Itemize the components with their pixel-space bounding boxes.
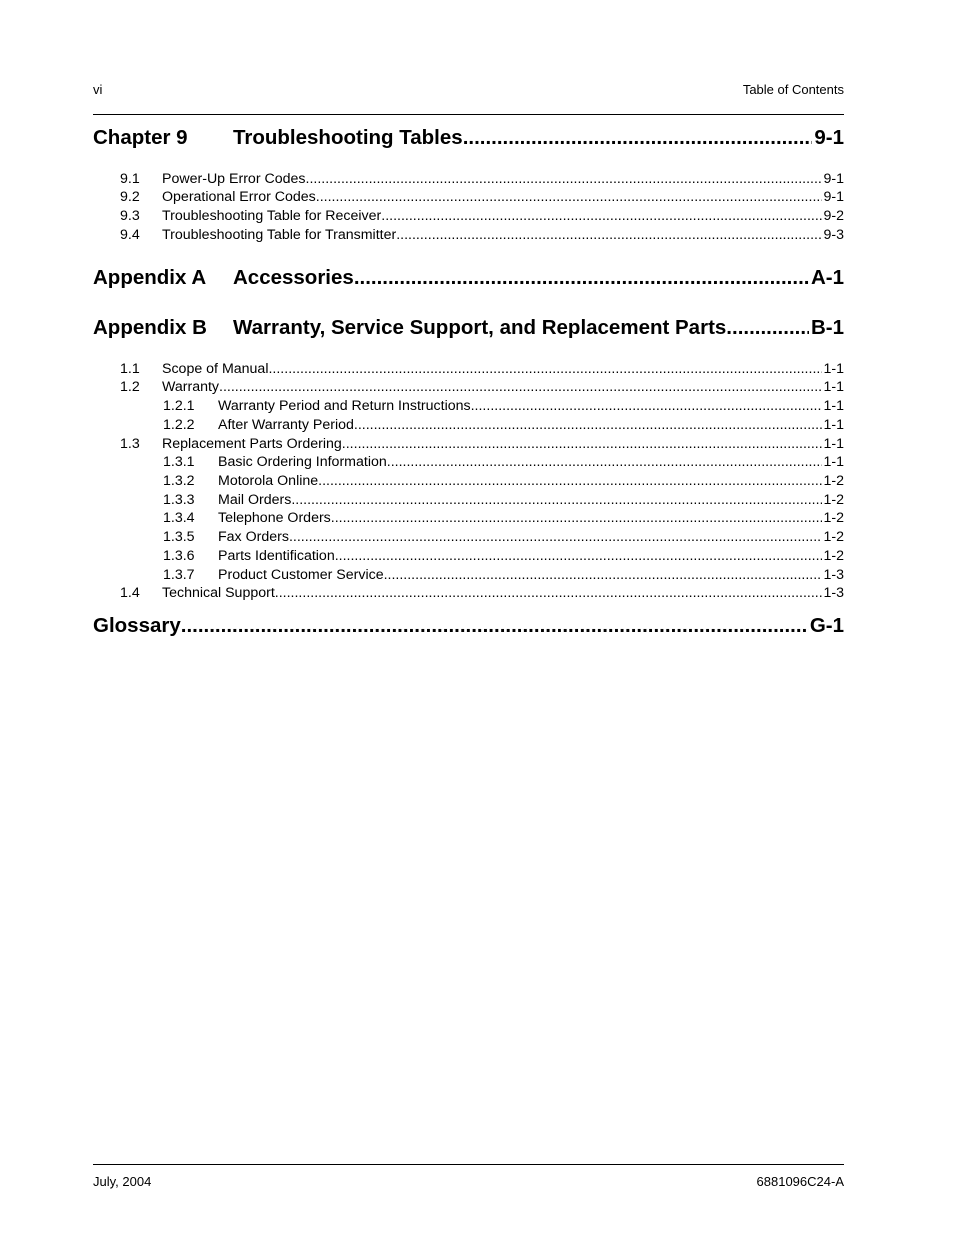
toc-entry-number: 9.1 xyxy=(120,171,140,187)
toc-entry-1-3-6[interactable] xyxy=(163,548,844,567)
toc-leader-dots xyxy=(316,189,823,205)
toc-entry-1-2[interactable] xyxy=(120,379,844,398)
toc-chapter-title: Accessories xyxy=(233,266,354,289)
toc-entry-number: 1.3.5 xyxy=(163,529,195,545)
page-header xyxy=(93,82,844,100)
toc-entry-1-3[interactable] xyxy=(120,436,844,455)
toc-entry-title: Technical Support xyxy=(162,585,275,601)
toc-entry-number: 1.1 xyxy=(120,361,140,377)
toc-leader-dots xyxy=(318,473,822,489)
toc-leader-dots xyxy=(268,361,822,377)
toc-chapter-title: Troubleshooting Tables xyxy=(233,126,463,149)
toc-entry-title: Parts Identification xyxy=(218,548,335,564)
toc-entry-number: 1.2.1 xyxy=(163,398,195,414)
toc-entry-title: Mail Orders xyxy=(218,492,292,508)
toc-chapter-number: Appendix B xyxy=(93,316,207,339)
toc-entry-title: Warranty xyxy=(162,379,220,395)
toc-page-ref: 9-1 xyxy=(823,171,844,187)
toc-page-ref: 1-2 xyxy=(823,492,844,508)
toc-entry-1-3-5[interactable] xyxy=(163,529,844,548)
toc-chapter-title: Warranty, Service Support, and Replacement Parts xyxy=(233,316,727,339)
toc-entry-title: Operational Error Codes xyxy=(162,189,316,205)
toc-page-ref: 1-1 xyxy=(823,379,844,395)
toc-entry-title: Telephone Orders xyxy=(218,510,331,526)
page-number: vi xyxy=(93,82,103,97)
toc-entry-number: 1.2 xyxy=(120,379,140,395)
toc-page-ref: 9-1 xyxy=(814,126,844,149)
toc-page-ref: 1-3 xyxy=(823,567,844,583)
toc-entry-1-3-1[interactable] xyxy=(163,454,844,473)
toc-leader-dots xyxy=(387,454,823,470)
toc-entry-number: 9.3 xyxy=(120,208,140,224)
toc-entry-number: 1.3.4 xyxy=(163,510,195,526)
toc-leader-dots xyxy=(354,417,823,433)
running-title: Table of Contents xyxy=(742,82,844,97)
toc-entry-title: Replacement Parts Ordering xyxy=(162,436,342,452)
toc-appendix-b[interactable] xyxy=(93,316,844,344)
toc-page-ref: 1-3 xyxy=(823,585,844,601)
toc-leader-dots xyxy=(291,492,822,508)
toc-entry-title: Troubleshooting Table for Receiver xyxy=(162,208,382,224)
toc-page-ref: G-1 xyxy=(809,614,844,637)
toc-chapter-title: Glossary xyxy=(93,614,181,637)
toc-entry-title: Scope of Manual xyxy=(162,361,269,377)
toc-entry-number: 1.4 xyxy=(120,585,140,601)
toc-leader-dots xyxy=(331,510,823,526)
toc-leader-dots xyxy=(335,548,823,564)
toc-leader-dots xyxy=(726,316,809,340)
toc-entry-9-4[interactable] xyxy=(120,227,844,246)
toc-entry-title: Product Customer Service xyxy=(218,567,384,583)
toc-page-ref: B-1 xyxy=(810,316,844,339)
toc-leader-dots xyxy=(381,208,822,224)
toc-glossary[interactable] xyxy=(93,614,844,642)
toc-entry-1-3-2[interactable] xyxy=(163,473,844,492)
toc-entry-number: 1.3.6 xyxy=(163,548,195,564)
document-number: 6881096C24-A xyxy=(756,1174,844,1189)
toc-entry-number: 1.3 xyxy=(120,436,140,452)
toc-page-ref: 1-1 xyxy=(823,454,844,470)
toc-entry-1-2-1[interactable] xyxy=(163,398,844,417)
toc-leader-dots xyxy=(471,398,823,414)
toc-entry-number: 1.3.2 xyxy=(163,473,195,489)
toc-leader-dots xyxy=(384,567,823,583)
toc-entry-number: 9.2 xyxy=(120,189,140,205)
toc-entry-title: Troubleshooting Table for Transmitter xyxy=(162,227,397,243)
toc-page-ref: 1-2 xyxy=(823,473,844,489)
toc-leader-dots xyxy=(181,614,808,638)
toc-entry-1-3-4[interactable] xyxy=(163,510,844,529)
toc-entry-1-3-7[interactable] xyxy=(163,567,844,586)
toc-page-ref: 1-2 xyxy=(823,510,844,526)
toc-entry-number: 1.3.7 xyxy=(163,567,195,583)
toc-chapter-9[interactable] xyxy=(93,126,844,154)
page-footer xyxy=(93,1174,844,1192)
toc-entry-title: Power-Up Error Codes xyxy=(162,171,306,187)
toc-leader-dots xyxy=(219,379,822,395)
toc-entry-9-2[interactable] xyxy=(120,189,844,208)
toc-page-ref: 1-1 xyxy=(823,361,844,377)
toc-entry-number: 1.2.2 xyxy=(163,417,195,433)
toc-entry-1-1[interactable] xyxy=(120,361,844,380)
toc-page-ref: 9-3 xyxy=(823,227,844,243)
toc-entry-title: Basic Ordering Information xyxy=(218,454,387,470)
toc-leader-dots xyxy=(396,227,822,243)
footer-rule xyxy=(93,1164,844,1165)
toc-entry-number: 1.3.1 xyxy=(163,454,195,470)
toc-page-ref: 1-1 xyxy=(823,436,844,452)
toc-page-ref: 1-1 xyxy=(823,398,844,414)
toc-page-ref: A-1 xyxy=(810,266,844,289)
toc-entry-title: Fax Orders xyxy=(218,529,289,545)
toc-leader-dots xyxy=(463,126,813,150)
toc-entry-9-3[interactable] xyxy=(120,208,844,227)
toc-chapter-number: Appendix A xyxy=(93,266,207,289)
toc-page-ref: 9-2 xyxy=(823,208,844,224)
toc-entry-1-3-3[interactable] xyxy=(163,492,844,511)
toc-leader-dots xyxy=(354,266,809,290)
toc-leader-dots xyxy=(306,171,823,187)
toc-entry-title: Motorola Online xyxy=(218,473,319,489)
toc-leader-dots xyxy=(275,585,823,601)
toc-entry-1-2-2[interactable] xyxy=(163,417,844,436)
header-rule xyxy=(93,114,844,115)
toc-entry-title: Warranty Period and Return Instructions xyxy=(218,398,471,414)
toc-entry-number: 1.3.3 xyxy=(163,492,195,508)
toc-leader-dots xyxy=(289,529,823,545)
toc-page-ref: 1-2 xyxy=(823,548,844,564)
toc-page-ref: 1-1 xyxy=(823,417,844,433)
toc-entry-number: 9.4 xyxy=(120,227,140,243)
publication-date: July, 2004 xyxy=(93,1174,152,1189)
toc-entry-title: After Warranty Period xyxy=(218,417,354,433)
toc-appendix-a[interactable] xyxy=(93,266,844,294)
toc-entry-1-4[interactable] xyxy=(120,585,844,604)
toc-entry-9-1[interactable] xyxy=(120,171,844,190)
toc-chapter-number: Chapter 9 xyxy=(93,126,188,149)
toc-page-ref: 9-1 xyxy=(823,189,844,205)
toc-page-ref: 1-2 xyxy=(823,529,844,545)
toc-leader-dots xyxy=(342,436,823,452)
